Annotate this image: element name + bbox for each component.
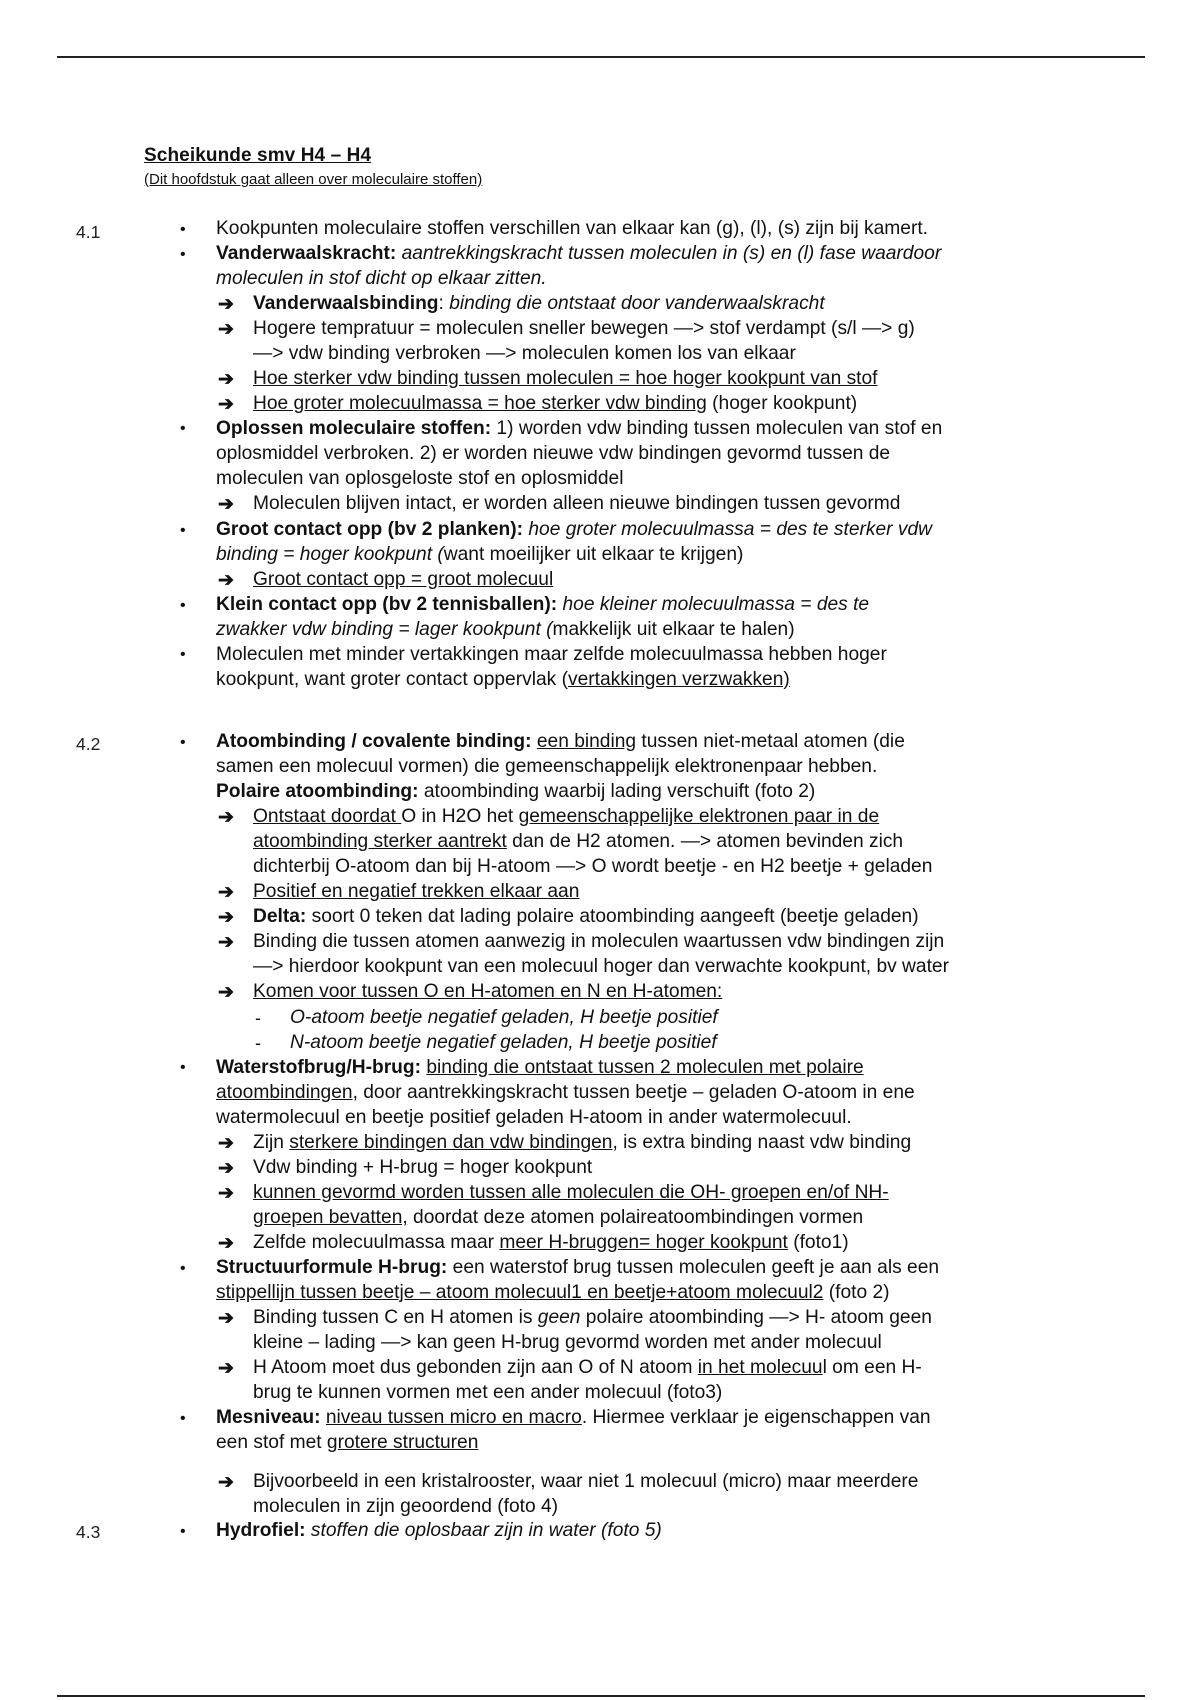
list-item: Hoe sterker vdw binding tussen moleculen = hoe hoger kookpunt van stof bbox=[253, 368, 878, 389]
bullet-icon: • bbox=[180, 1260, 186, 1277]
list-item-continued: moleculen in zijn geoordend (foto 4) bbox=[253, 1496, 559, 1517]
list-item: Moleculen met minder vertakkingen maar zelfde molecuulmassa hebben hoger bbox=[216, 644, 887, 665]
arrow-icon: ➔ bbox=[218, 570, 234, 591]
arrow-icon: ➔ bbox=[218, 1308, 234, 1329]
arrow-icon: ➔ bbox=[218, 1358, 234, 1379]
list-item-continued: moleculen in stof dicht op elkaar zitten. bbox=[216, 268, 547, 289]
list-item-continued: watermolecuul en beetje positief geladen H-atoom in ander watermolecuul. bbox=[216, 1107, 852, 1128]
arrow-icon: ➔ bbox=[218, 807, 234, 828]
list-item-continued: dichterbij O-atoom dan bij H-atoom —> O wordt beetje - en H2 beetje + geladen bbox=[253, 856, 933, 877]
list-item-continued: brug te kunnen vormen met een ander molecuul (foto3) bbox=[253, 1382, 723, 1403]
arrow-icon: ➔ bbox=[218, 1133, 234, 1154]
list-item-continued: zwakker vdw binding = lager kookpunt (makkelijk uit elkaar te halen) bbox=[216, 619, 795, 640]
top-rule bbox=[57, 56, 1145, 58]
list-item-continued: samen een molecuul vormen) die gemeenschappelijk elektronenpaar hebben. bbox=[216, 756, 878, 777]
list-item-continued: atoombindingen, door aantrekkingskracht tussen beetje – geladen O-atoom in ene bbox=[216, 1082, 915, 1103]
arrow-icon: ➔ bbox=[218, 932, 234, 953]
list-item: Mesniveau: niveau tussen micro en macro. Hiermee verklaar je eigenschappen van bbox=[216, 1407, 931, 1428]
arrow-icon: ➔ bbox=[218, 1183, 234, 1204]
list-item: Positief en negatief trekken elkaar aan bbox=[253, 881, 580, 902]
bullet-icon: • bbox=[180, 1523, 186, 1540]
sub-list-item: N-atoom beetje negatief geladen, H beetje positief bbox=[290, 1032, 717, 1053]
list-item: H Atoom moet dus gebonden zijn aan O of N atoom in het molecuul om een H- bbox=[253, 1357, 922, 1378]
list-item-continued: groepen bevatten, doordat deze atomen polaireatoombindingen vormen bbox=[253, 1207, 864, 1228]
bullet-icon: • bbox=[180, 597, 186, 614]
list-item: kunnen gevormd worden tussen alle moleculen die OH- groepen en/of NH- bbox=[253, 1182, 889, 1203]
arrow-icon: ➔ bbox=[218, 394, 234, 415]
bottom-rule bbox=[57, 1695, 1145, 1697]
list-item-continued: —> vdw binding verbroken —> moleculen komen los van elkaar bbox=[253, 343, 796, 364]
dash-icon: - bbox=[255, 1008, 261, 1028]
section-number-4-3: 4.3 bbox=[76, 1522, 101, 1542]
bullet-icon: • bbox=[180, 734, 186, 751]
arrow-icon: ➔ bbox=[218, 1158, 234, 1179]
section-number-4-1: 4.1 bbox=[76, 222, 101, 242]
list-item-continued: een stof met grotere structuren bbox=[216, 1432, 479, 1453]
arrow-icon: ➔ bbox=[218, 1233, 234, 1254]
bullet-icon: • bbox=[180, 1059, 186, 1076]
bullet-icon: • bbox=[180, 522, 186, 539]
arrow-icon: ➔ bbox=[218, 882, 234, 903]
arrow-icon: ➔ bbox=[218, 982, 234, 1003]
list-item: Binding die tussen atomen aanwezig in moleculen waartussen vdw bindingen zijn bbox=[253, 931, 945, 952]
list-item: Oplossen moleculaire stoffen: 1) worden vdw binding tussen moleculen van stof en bbox=[216, 418, 943, 439]
arrow-icon: ➔ bbox=[218, 319, 234, 340]
list-item: Bijvoorbeeld in een kristalrooster, waar niet 1 molecuul (micro) maar meerdere bbox=[253, 1471, 919, 1492]
bullet-icon: • bbox=[180, 1410, 186, 1427]
list-item: Waterstofbrug/H-brug: binding die ontstaat tussen 2 moleculen met polaire bbox=[216, 1057, 864, 1078]
bullet-icon: • bbox=[180, 221, 186, 238]
list-item: Moleculen blijven intact, er worden alleen nieuwe bindingen tussen gevormd bbox=[253, 493, 901, 514]
section-number-4-2: 4.2 bbox=[76, 734, 101, 754]
list-item-continued: atoombinding sterker aantrekt dan de H2 atomen. —> atomen bevinden zich bbox=[253, 831, 904, 852]
list-item: Structuurformule H-brug: een waterstof brug tussen moleculen geeft je aan als een bbox=[216, 1257, 940, 1278]
list-item: Groot contact opp = groot molecuul bbox=[253, 569, 554, 590]
sub-list-item: O-atoom beetje negatief geladen, H beetje positief bbox=[290, 1007, 718, 1028]
list-item: Hoe groter molecuulmassa = hoe sterker vdw binding (hoger kookpunt) bbox=[253, 393, 858, 414]
list-item: Komen voor tussen O en H-atomen en N en H-atomen: bbox=[253, 981, 723, 1002]
list-item-continued: moleculen van oplosgeloste stof en oplosmiddel bbox=[216, 468, 624, 489]
list-item: Zelfde molecuulmassa maar meer H-bruggen= hoger kookpunt (foto1) bbox=[253, 1232, 849, 1253]
document-title: Scheikunde smv H4 – H4 bbox=[144, 145, 372, 166]
list-item: Delta: soort 0 teken dat lading polaire atoombinding aangeeft (beetje geladen) bbox=[253, 906, 919, 927]
list-item: Kookpunten moleculaire stoffen verschillen van elkaar kan (g), (l), (s) zijn bij kamert. bbox=[216, 218, 929, 239]
list-item: Binding tussen C en H atomen is geen polaire atoombinding —> H- atoom geen bbox=[253, 1307, 932, 1328]
list-item-continued: oplosmiddel verbroken. 2) er worden nieuwe vdw bindingen gevormd tussen de bbox=[216, 443, 891, 464]
list-item: Vdw binding + H-brug = hoger kookpunt bbox=[253, 1157, 593, 1178]
arrow-icon: ➔ bbox=[218, 907, 234, 928]
list-item: Ontstaat doordat O in H2O het gemeenschappelijke elektronen paar in de bbox=[253, 806, 880, 827]
list-item: Zijn sterkere bindingen dan vdw bindingen, is extra binding naast vdw binding bbox=[253, 1132, 912, 1153]
list-item: Vanderwaalsbinding: binding die ontstaat door vanderwaalskracht bbox=[253, 293, 825, 314]
list-item: Hogere tempratuur = moleculen sneller bewegen —> stof verdampt (s/l —> g) bbox=[253, 318, 915, 339]
arrow-icon: ➔ bbox=[218, 1472, 234, 1493]
arrow-icon: ➔ bbox=[218, 369, 234, 390]
bullet-icon: • bbox=[180, 646, 186, 663]
arrow-icon: ➔ bbox=[218, 494, 234, 515]
list-item: Klein contact opp (bv 2 tennisballen): hoe kleiner molecuulmassa = des te bbox=[216, 594, 870, 615]
bullet-icon: • bbox=[180, 420, 186, 437]
list-item: Hydrofiel: stoffen die oplosbaar zijn in water (foto 5) bbox=[216, 1520, 662, 1541]
dash-icon: - bbox=[255, 1033, 261, 1053]
list-item-continued: —> hierdoor kookpunt van een molecuul hoger dan verwachte kookpunt, bv water bbox=[253, 956, 949, 977]
list-item-continued: stippellijn tussen beetje – atoom molecuul1 en beetje+atoom molecuul2 (foto 2) bbox=[216, 1282, 890, 1303]
list-item-continued: binding = hoger kookpunt (want moeilijker uit elkaar te krijgen) bbox=[216, 544, 744, 565]
list-item: Atoombinding / covalente binding: een binding tussen niet-metaal atomen (die bbox=[216, 731, 905, 752]
list-item-continued: kleine – lading —> kan geen H-brug gevormd worden met ander molecuul bbox=[253, 1332, 882, 1353]
bullet-icon: • bbox=[180, 246, 186, 263]
list-item-continued: Polaire atoombinding: atoombinding waarbij lading verschuift (foto 2) bbox=[216, 781, 816, 802]
list-item: Groot contact opp (bv 2 planken): hoe groter molecuulmassa = des te sterker vdw bbox=[216, 519, 933, 540]
arrow-icon: ➔ bbox=[218, 294, 234, 315]
document-subtitle: (Dit hoofdstuk gaat alleen over moleculaire stoffen) bbox=[144, 171, 483, 188]
list-item: Vanderwaalskracht: aantrekkingskracht tussen moleculen in (s) en (l) fase waardoor bbox=[216, 243, 942, 264]
list-item-continued: kookpunt, want groter contact oppervlak (vertakkingen verzwakken) bbox=[216, 669, 790, 690]
